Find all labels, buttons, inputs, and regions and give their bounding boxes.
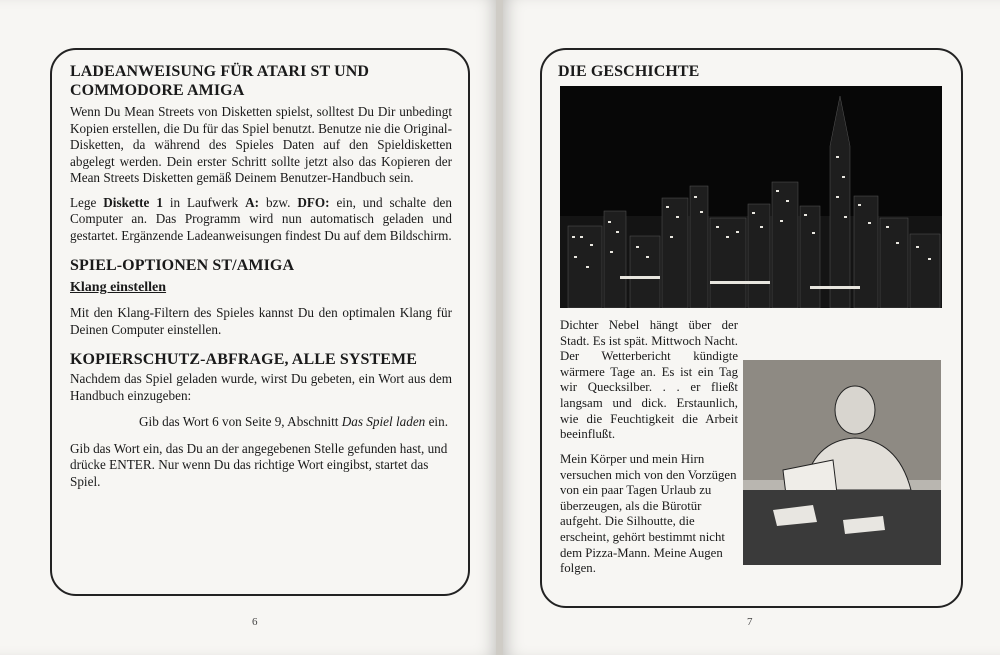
copy-protection-paragraph-1: Nachdem das Spiel geladen wurde, wirst Du gebeten, ein Wort aus dem Handbuch einzugeben: [70, 371, 452, 403]
story-paragraph-1: Dichter Nebel hängt über der Stadt. Es ist spät. Mittwoch Nacht. Der Wetterbericht kündigte wärmere Tage an. Es ist ein Tag wir Quecksilber. . . er fließt langsam und dick. Erstaunlich, wie die Feuchtigkeit die Arbeit beeinflußt. [560, 318, 738, 442]
loading-paragraph-2: Lege Diskette 1 in Laufwerk A: bzw. DFO: ein, und schalte den Computer an. Das Programm wird nun automatisch geladen und gestartet. Ergänzende Ladeanweisungen findest Du auf dem Bildschirm. [70, 194, 453, 243]
story-text [560, 318, 738, 443]
page-number-left: 6 [252, 616, 258, 628]
story-heading: DIE GESCHICHTE [558, 63, 700, 80]
skyline-svg [560, 86, 942, 308]
copy-protection-paragraph-2: Gib das Wort ein, das Du an der angegebenen Stelle gefunden hast, und drücke ENTER. Nur wenn Du das richtige Wort eingibst, startet das Spiel. [70, 440, 448, 489]
right-page-content [558, 62, 943, 81]
loading-paragraph-1: Wenn Du Mean Streets von Disketten spielst, solltest Du Dir unbedingt Kopien erstellen, die Du für das Spiel benutzt. Benutze nie die Original-Disketten, da während des Spieles Daten auf den Spieldisketten abgelegt werden. Dein erster Schritt sollte jetzt also das Kopieren der Mean Streets Disketten gemäß Deinem Benutzer-Handbuch sein. [70, 104, 452, 185]
options-heading: SPIEL-OPTIONEN ST/AMIGA [70, 257, 295, 274]
sound-paragraph: Mit den Klang-Filtern des Spieles kannst Du den optimalen Klang für Deinen Computer einstellen. [70, 305, 452, 337]
loading-heading: LADEANWEISUNG FÜR ATARI ST UND COMMODORE AMIGA [70, 63, 370, 99]
left-page-content [70, 62, 452, 490]
sound-subheading: Klang einstellen [70, 280, 167, 295]
copy-protection-instruction: Gib das Wort 6 von Seite 9, Abschnitt Das Spiel laden ein. [139, 414, 448, 429]
night-skyline-illustration [560, 86, 942, 308]
story-paragraph-2: Mein Körper und mein Hirn versuchen mich von den Vorzügen von ein paar Tagen Urlaub zu überzeugen, als die Bürotür aufgeht. Die Silhoutte, die erscheint, gehört bestimmt nicht dem Pizza-Mann. Meine Augen folgen. [560, 452, 737, 576]
copy-protection-heading: KOPIERSCHUTZ-ABFRAGE, ALLE SYSTEME [70, 351, 418, 368]
right-page [503, 0, 1000, 655]
left-page [0, 0, 497, 655]
page-number-right: 7 [747, 616, 753, 628]
desk-svg [743, 360, 941, 565]
detective-at-desk-illustration [743, 360, 941, 565]
story-continuation [560, 452, 738, 577]
